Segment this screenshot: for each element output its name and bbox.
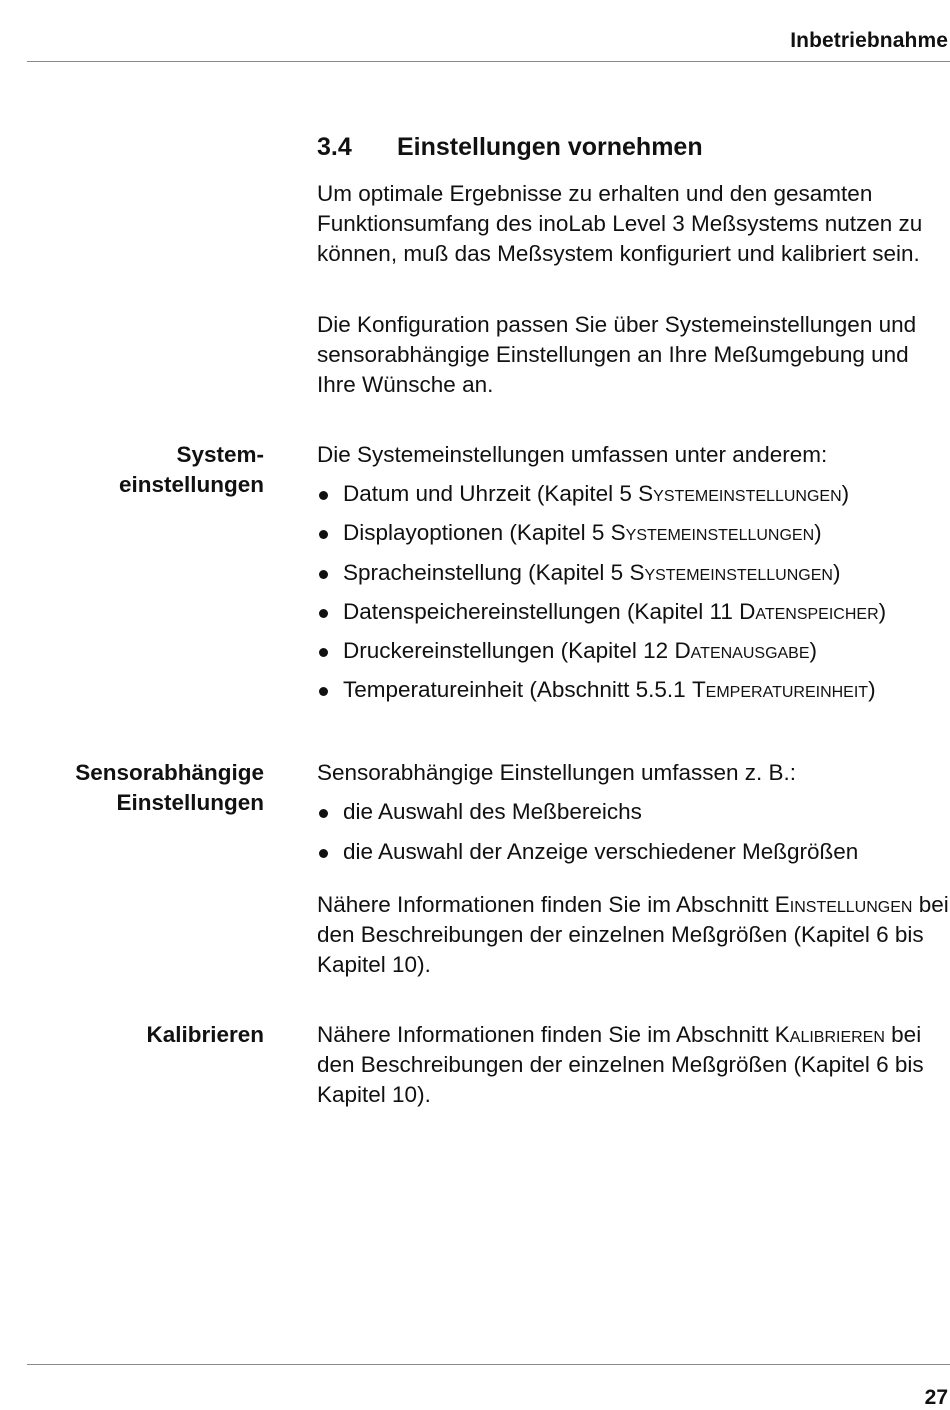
sensor-settings-label — [75, 758, 264, 818]
page-number: 27 — [924, 1386, 948, 1409]
list-item: Temperatureinheit (Abschnitt 5.5.1 Temperatureinheit) — [317, 675, 886, 705]
calibration-text: Nähere Informationen finden Sie im Abschnitt Kalibrieren bei den Beschreibungen der einzelnen Meßgrößen (Kapitel 6 bis Kapitel 10). — [317, 1022, 924, 1107]
header-rule — [27, 61, 950, 62]
section-heading — [317, 133, 703, 162]
sensor-settings-list — [317, 797, 858, 876]
bullet-icon — [319, 609, 328, 618]
bullet-icon — [319, 809, 328, 818]
sensor-settings-more-info: Nähere Informationen finden Sie im Abschnitt Einstellungen bei den Beschreibungen der einzelnen Meßgrößen (Kapitel 6 bis Kapitel 10). — [317, 892, 949, 977]
system-settings-label-line1: System- — [176, 442, 264, 467]
sensor-settings-label-line1: Sensorabhängige — [75, 760, 264, 785]
intro-paragraph: Um optimale Ergebnisse zu erhalten und den gesamten Funktionsumfang des inoLab Level 3 Meßsystems nutzen zu können, muß das Meßsystem konfiguriert und kalibriert sein. — [317, 181, 923, 266]
bullet-icon — [319, 687, 328, 696]
sensor-settings-lead: Sensorabhängige Einstellungen umfassen z. B.: — [317, 760, 797, 785]
system-settings-lead: Die Systemeinstellungen umfassen unter anderem: — [317, 442, 828, 467]
calibration-label: Kalibrieren — [146, 1022, 264, 1047]
bullet-icon — [319, 570, 328, 579]
list-item: Datenspeichereinstellungen (Kapitel 11 Datenspeicher) — [317, 597, 886, 627]
system-settings-label — [119, 440, 264, 500]
section-title: Einstellungen vornehmen — [397, 133, 703, 161]
system-settings-list — [317, 479, 886, 715]
list-item: Druckereinstellungen (Kapitel 12 Datenausgabe) — [317, 636, 886, 666]
list-item: Spracheinstellung (Kapitel 5 Systemeinstellungen) — [317, 558, 886, 588]
bullet-icon — [319, 530, 328, 539]
list-item: Displayoptionen (Kapitel 5 Systemeinstellungen) — [317, 518, 886, 548]
list-item: die Auswahl der Anzeige verschiedener Meßgrößen — [317, 837, 858, 867]
list-item: Datum und Uhrzeit (Kapitel 5 Systemeinstellungen) — [317, 479, 886, 509]
sensor-settings-label-line2: Einstellungen — [116, 790, 264, 815]
bullet-icon — [319, 849, 328, 858]
section-number: 3.4 — [317, 133, 352, 161]
footer-rule — [27, 1364, 950, 1365]
list-item: die Auswahl des Meßbereichs — [317, 797, 858, 827]
config-paragraph: Die Konfiguration passen Sie über Systemeinstellungen und sensorabhängige Einstellungen an Ihre Meßumgebung und Ihre Wünsche an. — [317, 312, 917, 397]
bullet-icon — [319, 648, 328, 657]
running-header: Inbetriebnahme — [790, 29, 948, 52]
bullet-icon — [319, 491, 328, 500]
system-settings-label-line2: einstellungen — [118, 472, 264, 497]
